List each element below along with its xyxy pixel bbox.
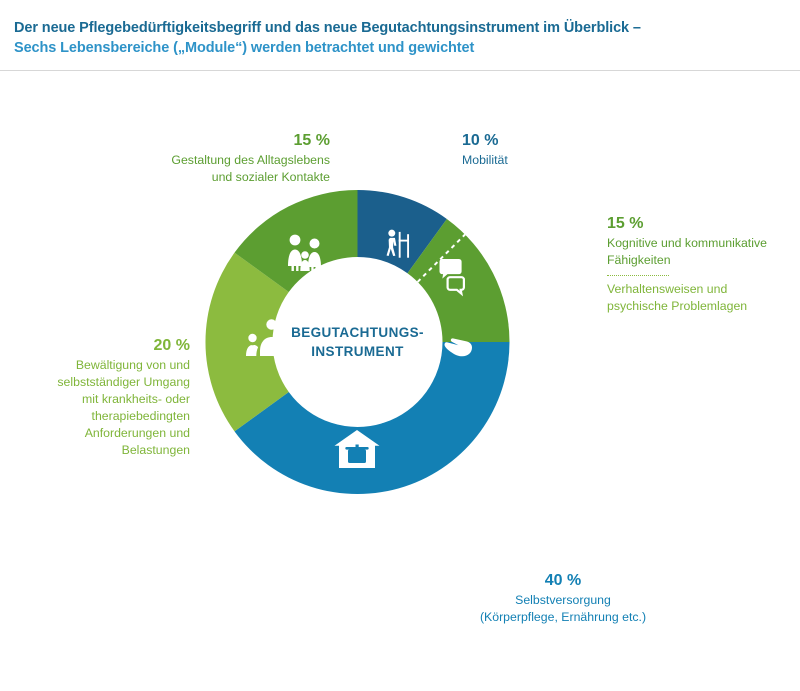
callout-mobilitaet	[462, 130, 662, 169]
callout-kognitive-pct: 15 %	[607, 215, 644, 232]
donut-chart	[205, 172, 510, 512]
callout-kognitive-separator	[607, 275, 669, 276]
center-label-line1: BEGUTACHTUNGS-	[291, 325, 424, 340]
page-title-line2: Sechs Lebensbereiche („Module“) werden betrachtet und gewichtet	[14, 40, 475, 56]
callout-kognitive-line1: Kognitive und kommunikative	[607, 236, 767, 250]
callout-kognitive-line2: Fähigkeiten	[607, 253, 671, 267]
callout-mobilitaet-pct: 10 %	[462, 132, 499, 149]
callout-selbstversorgung	[398, 570, 728, 626]
page-header	[14, 18, 784, 58]
center-label-line2: INSTRUMENT	[311, 344, 404, 359]
callout-bewaeltigung-line4: therapiebedingten	[91, 409, 190, 423]
callout-bewaeltigung-line2: selbstständiger Umgang	[57, 375, 190, 389]
callout-bewaeltigung-line1: Bewältigung von und	[75, 358, 190, 372]
callout-mobilitaet-line1: Mobilität	[462, 153, 508, 167]
callout-bewaeltigung-line5: Anforderungen und	[84, 426, 190, 440]
callout-kognitive	[607, 213, 800, 315]
callout-gestaltung-pct: 15 %	[293, 132, 330, 149]
callout-gestaltung	[96, 130, 330, 186]
segment-selbstversorgung[interactable]	[235, 342, 510, 494]
callout-selbstversorgung-line2: (Körperpflege, Ernährung etc.)	[479, 610, 647, 624]
callout-kognitive-line4: psychische Problemlagen	[607, 299, 748, 313]
page-title-line1: Der neue Pflegebedürftigkeitsbegriff und das neue Begutachtungsinstrument im Überblick –	[14, 20, 641, 36]
callout-gestaltung-line2: und sozialer Kontakte	[211, 170, 330, 184]
callout-selbstversorgung-pct: 40 %	[544, 572, 582, 589]
callout-gestaltung-line1: Gestaltung des Alltagslebens	[171, 153, 330, 167]
header-divider	[0, 70, 800, 71]
callout-bewaeltigung-line3: mit krankheits- oder	[82, 392, 190, 406]
callout-selbstversorgung-line1: Selbstversorgung	[515, 593, 611, 607]
callout-bewaeltigung	[18, 335, 190, 459]
callout-kognitive-line3: Verhaltensweisen und	[607, 282, 728, 296]
donut-svg	[205, 172, 510, 512]
callout-bewaeltigung-pct: 20 %	[153, 337, 190, 354]
callout-bewaeltigung-line6: Belastungen	[121, 443, 190, 457]
